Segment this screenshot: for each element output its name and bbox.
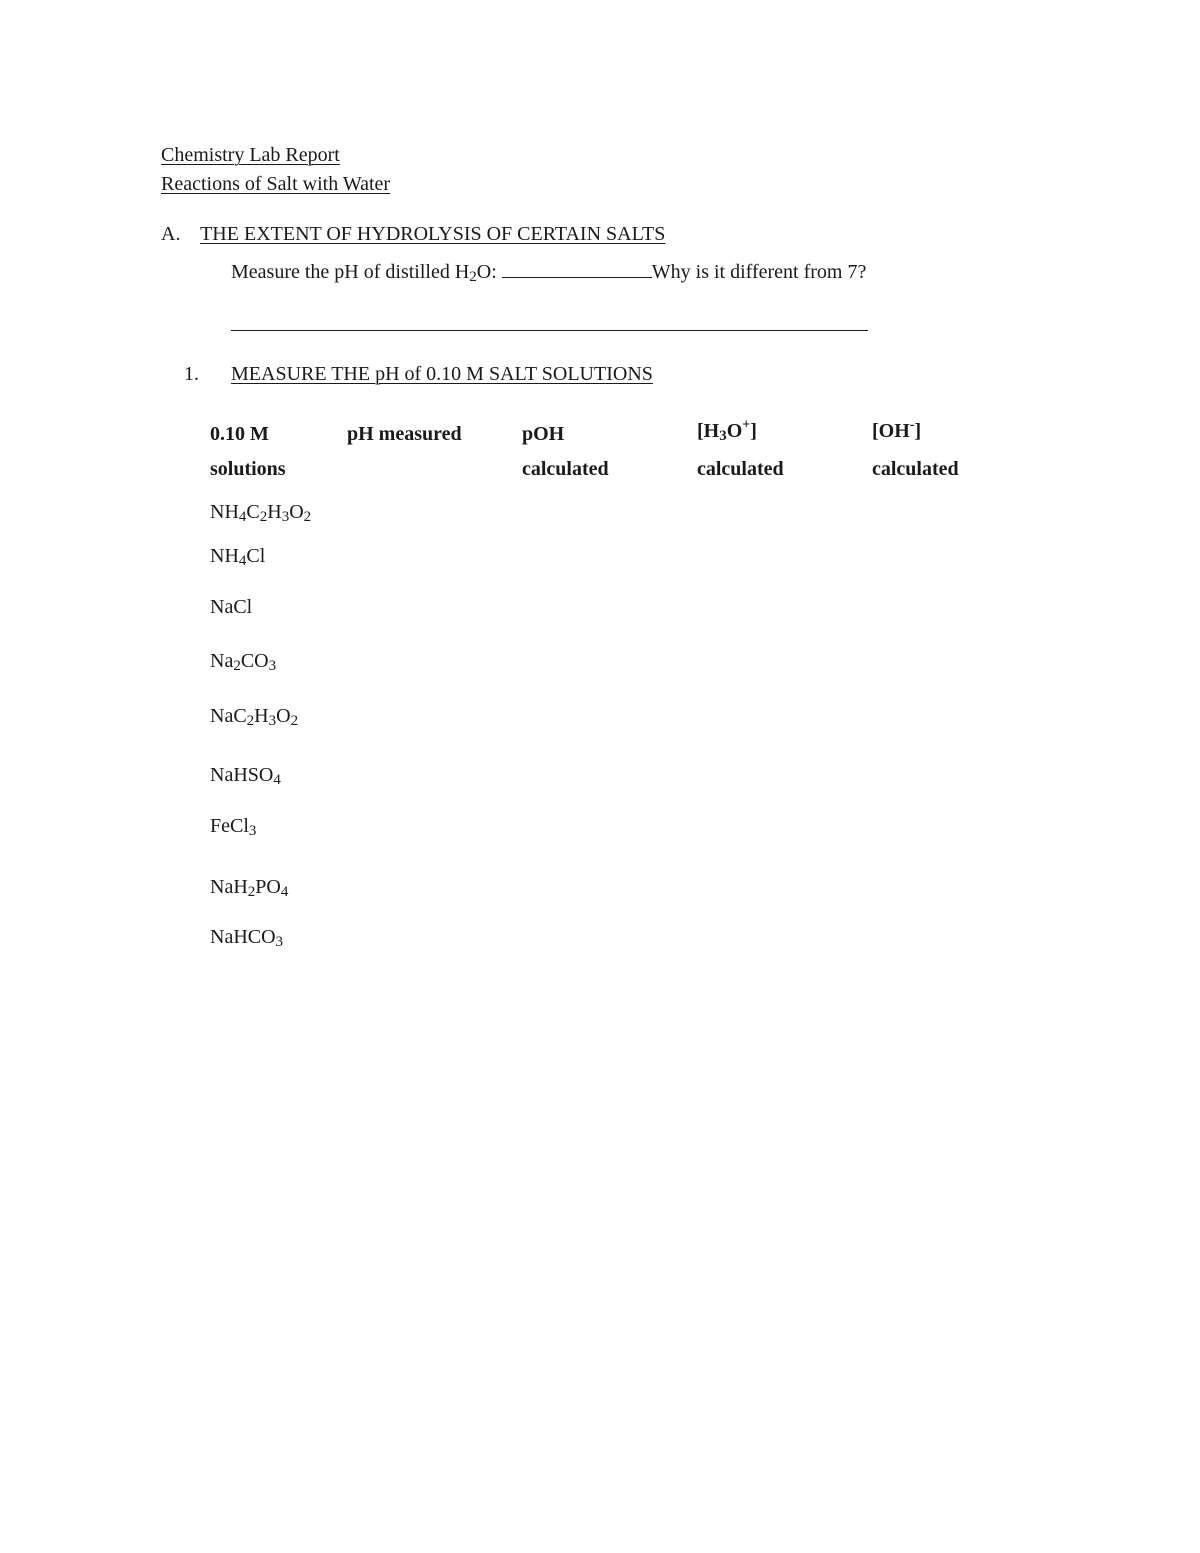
salt-formula-row <box>210 925 283 949</box>
formula-element: H <box>254 705 269 727</box>
section-a-heading: THE EXTENT OF HYDROLYSIS OF CERTAIN SALTS <box>200 223 666 245</box>
header-poh-line1: pOH <box>522 423 565 445</box>
formula-subscript: 3 <box>268 713 277 729</box>
explanation-answer-line[interactable] <box>231 330 868 331</box>
header-oh-line1 <box>872 419 921 443</box>
formula-subscript: 4 <box>273 772 281 788</box>
formula-element: NH <box>210 501 239 523</box>
formula-element: CO <box>240 650 269 672</box>
header-solutions-line1: 0.10 M <box>210 423 269 445</box>
header-oh-line2: calculated <box>872 458 959 480</box>
formula-element: NaHSO <box>210 764 274 786</box>
salt-formula-row <box>210 704 298 728</box>
formula-element: C <box>246 501 260 523</box>
question-subscript: 2 <box>469 269 477 285</box>
oh-post: ] <box>914 420 922 442</box>
formula-element: O <box>276 705 291 727</box>
salt-formula-row <box>210 649 276 673</box>
header-h3o-line1 <box>697 419 757 443</box>
header-poh-line2: calculated <box>522 458 609 480</box>
h3o-pre: [H <box>697 420 720 442</box>
formula-subscript: 4 <box>238 553 247 569</box>
question-prefix: Measure the pH of distilled H <box>231 261 470 283</box>
h3o-sub: 3 <box>719 428 727 444</box>
question-suffix: O: <box>476 261 497 283</box>
header-solutions-line2: solutions <box>210 458 286 480</box>
ph-answer-blank[interactable] <box>502 257 652 278</box>
section-a-marker: A. <box>161 223 181 245</box>
oh-sup: - <box>909 417 915 433</box>
part-1-number: 1. <box>184 363 199 385</box>
section-a-heading-row <box>161 222 665 246</box>
salt-formula-row <box>210 595 252 619</box>
formula-subscript: 2 <box>290 713 299 729</box>
salt-formula-row <box>210 500 311 524</box>
h3o-post: ] <box>750 420 757 442</box>
formula-subscript: 2 <box>247 884 256 900</box>
part-1-heading: MEASURE THE pH of 0.10 M SALT SOLUTIONS <box>231 363 653 385</box>
h3o-sup: + <box>742 417 751 433</box>
formula-subscript: 4 <box>280 884 289 900</box>
formula-subscript: 2 <box>259 509 268 525</box>
formula-element: PO <box>255 876 281 898</box>
formula-subscript: 2 <box>303 509 312 525</box>
formula-element: Cl <box>246 545 266 567</box>
oh-pre: [OH <box>872 420 910 442</box>
formula-element: NH <box>210 545 239 567</box>
document-subtitle: Reactions of Salt with Water <box>161 173 391 195</box>
h3o-mid: O <box>726 420 743 442</box>
formula-subscript: 3 <box>281 509 290 525</box>
salt-formula-row <box>210 763 281 787</box>
formula-subscript: 3 <box>275 934 284 950</box>
salt-formula-row <box>210 544 265 568</box>
formula-element: H <box>267 501 282 523</box>
document-title: Chemistry Lab Report <box>161 144 340 166</box>
salt-formula-row <box>210 875 288 899</box>
formula-element: NaCl <box>210 596 253 618</box>
formula-subscript: 2 <box>246 713 255 729</box>
formula-subscript: 2 <box>233 658 241 674</box>
formula-subscript: 3 <box>268 658 277 674</box>
salt-formula-row <box>210 814 256 838</box>
formula-subscript: 4 <box>238 509 247 525</box>
header-h3o-line2: calculated <box>697 458 784 480</box>
formula-subscript: 3 <box>248 823 257 839</box>
header-ph-measured: pH measured <box>347 423 462 445</box>
formula-element: Na <box>210 650 234 672</box>
formula-element: NaHCO <box>210 926 276 948</box>
formula-element: NaC <box>210 705 247 727</box>
formula-element: NaH <box>210 876 248 898</box>
formula-element: O <box>289 501 304 523</box>
question-follow: Why is it different from 7? <box>651 261 867 283</box>
formula-element: FeCl <box>210 815 249 837</box>
distilled-water-question <box>231 257 866 284</box>
